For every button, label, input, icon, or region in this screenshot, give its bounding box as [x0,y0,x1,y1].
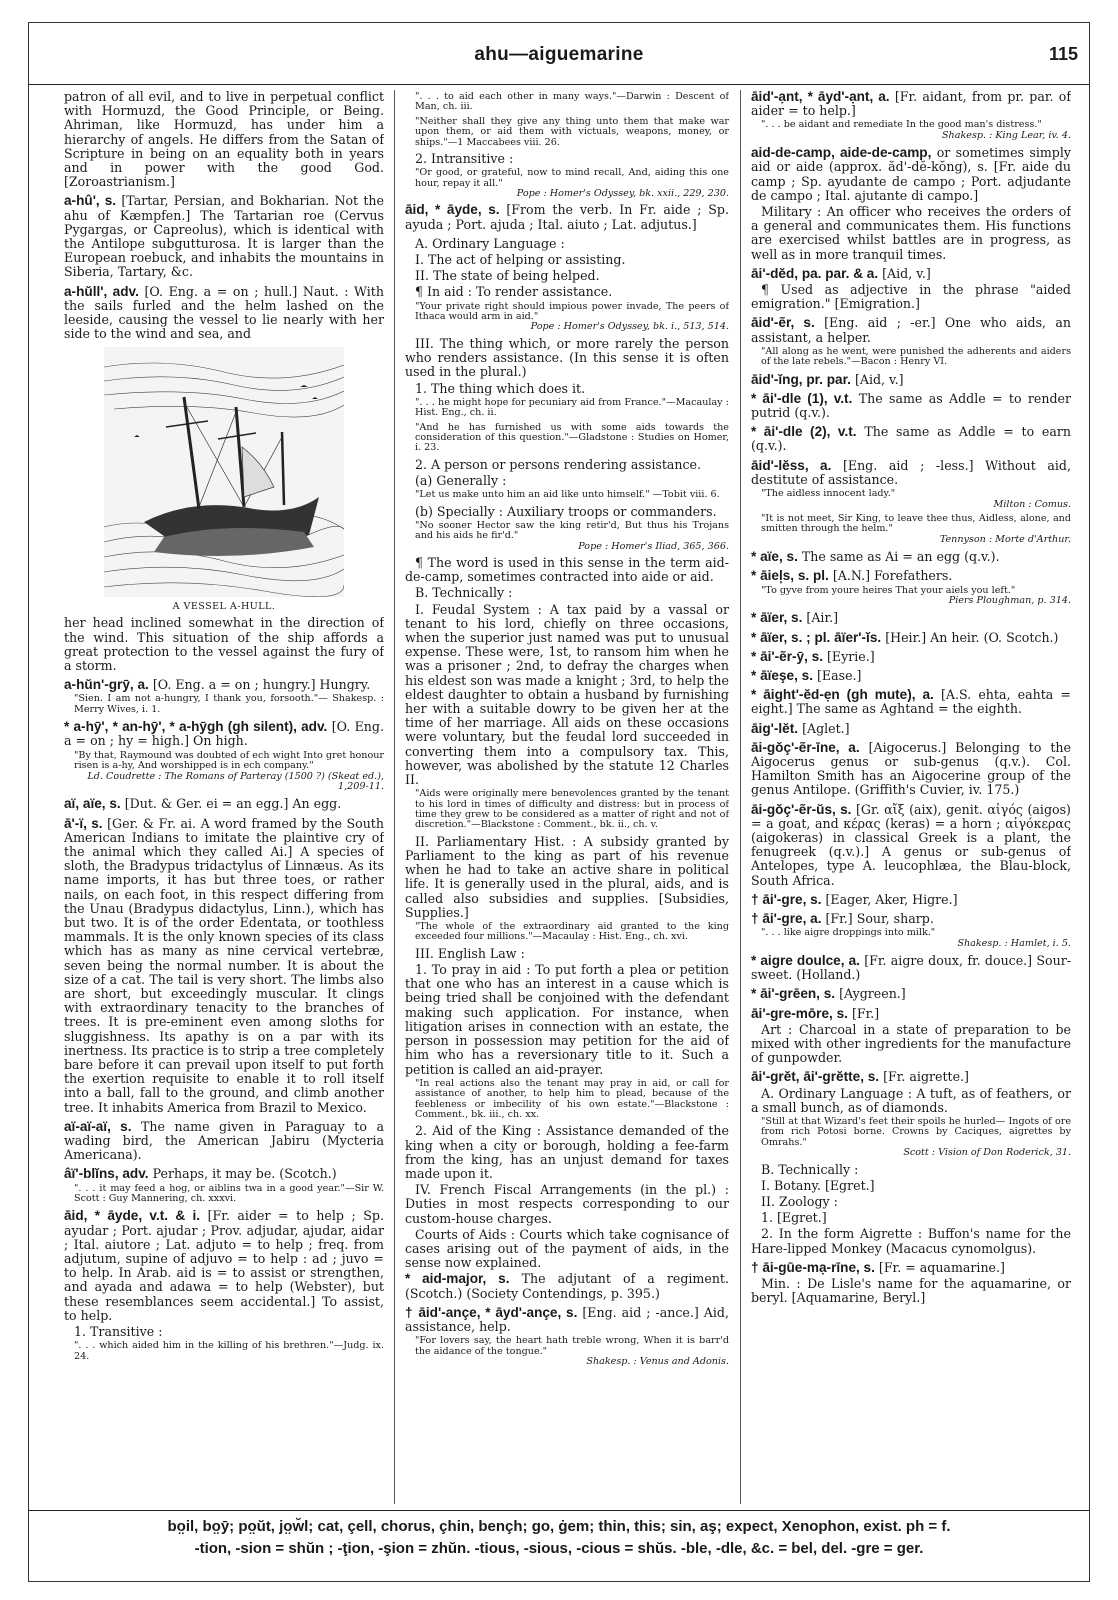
quotation: "To gyve from youre heires That your aiels you left." Piers Ploughman, p. 314. [761,584,1071,606]
headword: āid'-lĕss, a. [751,457,832,473]
entry-aider: āid'-ẽr, s. [Eng. aid ; -er.] One who aids, an assistant, a helper. "All along as he went, were punished the adherents and aiders of the late rebels."—Bacon : Henry VI. [751,315,1071,368]
headword: * āiel̦s, s. pl. [751,568,829,584]
headword: † āi'-gre, a. [751,911,822,926]
pronunciation-key-line-2: -tion, -sion = shŭn ; -ţion, -şion = zhŭn. -tious, -sious, -cious = shŭs. -ble, -dle, &c. = bel, del. -gre = ger. [194,1540,924,1557]
quotation: "The whole of the extraordinary aid granted to the king exceeded four millions."—Macaulay : Hist. Eng., ch. xvi. [415,921,729,943]
quotation: "For lovers say, the heart hath treble wrong, When it is barr'd the aidance of the tongue." Shakesp. : Venus and Adonis. [415,1335,729,1367]
quotation: "All along as he went, were punished the adherents and aiders of the late rebels."—Bacon : Henry VI. [761,345,1071,368]
sense: 1. Transitive : [74,1324,163,1340]
sense: 2. In the form Aigrette : Buffon's name for the Hare-lipped Monkey (Macacus cynomolgus). [751,1226,1071,1256]
entry-aid-verb: āid, * āyde, v.t. & i. [Fr. aider = to help ; Sp. ayudar ; Port. ajudar ; Prov. adjudar, ajudar, aidar ; Ital. aiutore ; Lat. adjuto = to help ; freq. from adjutum, supine of adjuvo = to help : ad ; juvo = to help. In Arab. aid is = to assist or strengthen, and ayada and adawa = to help (Webster), but these resemblances seem accidental.] To assist, to help. 1. Transitive : ". . . which aided him in the killing of his brethren."—Judg. ix. 24. [64,1208,384,1362]
headword: āi'-dĕd, pa. par. & a. [751,265,879,281]
footer-rule [28,1510,1090,1511]
quotation: "Or good, or grateful, now to mind recall, And, aiding this one hour, repay it all." Pope : Homer's Odyssey, bk. xxii., 229, 230. [415,167,729,200]
sense: Military : An officer who receives the orders of a general and communicates them. His functions are exercised whilst battles are in progress, as well as in more tranquil times. [751,204,1071,262]
quotation: "Let us make unto him an aid like unto himself." —Tobit viii. 6. [415,489,720,501]
entry-aidle-2: * āi'-dle (2), v.t. The same as Addle = to earn (q.v.). [751,424,1071,454]
entry-aidless: āid'-lĕss, a. [Eng. aid ; -less.] Without aid, destitute of assistance. "The aidless innocent lady." Milton : Comus. "It is not meet, Sir King, to leave thee thus, Aidless, alone, and smitten through the helm." Tennyson : Morte d'Arthur. [751,457,1071,545]
sense: 1. [Egret.] [761,1210,827,1226]
quotation: "Aids were originally mere benevolences granted by the tenant to his lord in times of difficulty and distress: but in process of time they grew to be considered as a matter of right and not of discretion."—Blackstone : Comment., bk. ii., ch. v. [415,788,729,831]
sense: B. Technically : [761,1161,859,1177]
headword: āid, * āyde, v.t. & i. [64,1208,201,1224]
quotation: "By that, Raymound was doubted of ech wight Into gret honour risen is a-hy, And worshipped is in ech company." Ld. Coudrette : The Romans of Parteray (1500 ?) (Skeat ed.), 1,209-11. [74,749,384,792]
entry-aigre-doulce: * aigre doulce, a. [Fr. aigre doux, fr. douce.] Sour-sweet. (Holland.) [751,953,1071,983]
entry-aidance: † āid'-ançe, * āyd'-ançe, s. [Eng. aid ; -ance.] Aid, assistance, help. "For lovers say, the heart hath treble wrong, When it is barr'd the aidance of the tongue." Shakesp. : Venus and Adonis. [405,1304,729,1367]
quotation: ". . . to aid each other in many ways."—Darwin : Descent of Man, ch. iii. [415,91,729,113]
headword: * aïe, s. [751,549,798,565]
entry-aigocerine: āi-gŏç'-ẽr-īne, a. [Aigocerus.] Belonging to the Aigocerus genus or sub-genus (q.v.). Col. Hamilton Smith has an Aigocerine group of the genus Antilope. (Griffith's Cuvier, iv. 175.) [751,739,1071,798]
quotation: "Still at that Wizard's feet their spoils he hurled— Ingots of ore from rich Potosi borne. Crowns by Caciques, aigrettes by Omrahs." Scott : Vision of Don Roderick, 31. [761,1116,1071,1159]
entry-aiding: āid'-ĭng, pr. par. [Aid, v.] [751,371,904,387]
quotation: "Sien. I am not a-hungry, I thank you, forsooth."— Shakesp. : Merry Wives, i. 1. [74,693,384,715]
entry-ahu: a-hû', s. [Tartar, Persian, and Bokharian. Not the ahu of Kæmpfen.] The Tartarian roe (Cervus Pygargas, or Capreolus), which is identical with the Antilope subgutturosa. It is larger than the European roebuck, and inhabits the mountains in Siberia, Tartary, &c. [64,193,384,280]
ship-illustration [64,347,384,612]
headword: * āi'-dle (2), v.t. [751,424,857,440]
dictionary-page [28,22,1090,1582]
headword: aid-de-camp, aide-de-camp, [751,145,932,161]
quotation: ". . . which aided him in the killing of his brethren."—Judg. ix. 24. [74,1340,384,1362]
headword: * aid-major, s. [405,1271,510,1287]
note: ¶ The word is used in this sense in the term aid-de-camp, sometimes contracted into aide or aid. [405,554,729,585]
entry-aigre-noun: † āi'-gre, s. [Eager, Aker, Higre.] [751,891,958,907]
headword: āi-gŏç'-ẽr-īne, a. [751,739,860,755]
sense: (a) Generally : [415,472,507,488]
quotation: ". . . he might hope for pecuniary aid from France."—Macaulay : Hist. Eng., ch. ii. [415,396,729,419]
entry-ahriman-cont: patron of all evil, and to live in perpetual conflict with Hormuzd, the Good Principle, or Being. Ahriman, like Hormuzd, has under him a hierarchy of angels. He differs from the Satan of Scripture in being on an equality both in years and in power with the good God. [Zoroastrianism.] [64,90,384,190]
quotation: ". . . like aigre droppings into milk." Shakesp. : Hamlet, i. 5. [761,927,1071,949]
entry-aiglet: āig'-lĕt. [Aglet.] [751,720,850,736]
sense: (b) Specially : Auxiliary troops or commanders. [415,503,717,519]
page-number: 115 [1048,44,1078,64]
sense: II. Parliamentary Hist. : A subsidy granted by Parliament to the king as part of his revenue when he had to take an active share in political life. It is generally used in the plural, aids, and is called also subsidies and supplies. [Subsidies, Supplies.] [405,833,729,920]
headword: * āïer, s. [751,610,803,626]
sense: II. The state of being helped. [415,268,600,284]
entry-aighteden: * āight'-ĕd-ẹn (gh mute), a. [A.S. ehta, eahta = eight.] The same as Aghtand = the eighth. [751,687,1071,717]
headword: aï, aïe, s. [64,796,121,812]
sense: IV. French Fiscal Arrangements (in the pl.) : Duties in most respects corresponding to our custom-house charges. [405,1182,729,1226]
entry-aidle-1: * āi'-dle (1), v.t. The same as Addle = to render putrid (q.v.). [751,390,1071,421]
quotation: "No sooner Hector saw the king retir'd, But thus his Trojans and his aids he fir'd." Pope : Homer's Iliad, 365, 366. [415,519,729,552]
entry-aided: āi'-dĕd, pa. par. & a. [Aid, v.] ¶ Used as adjective in the phrase "aided emigration." [Emigration.] [751,265,1071,312]
entry-a-hungry: a-hŭn'-grȳ, a. [O. Eng. a = on ; hungry.] Hungry. "Sien. I am not a-hungry, I thank you, forsooth."— Shakesp. : Merry Wives, i. 1. [64,677,384,715]
note: ¶ Used as adjective in the phrase "aided emigration." [Emigration.] [751,282,1071,312]
entry-aiguemarine: † āi-gūe-mạ-rīne, s. [Fr. = aquamarine.] Min. : De Lisle's name for the aquamarine, or beryl. [Aquamarine, Beryl.] [751,1259,1071,1306]
entry-ai-egg: aï, aïe, s. [Dut. & Ger. ei = an egg.] An egg. [64,796,342,812]
quotation: "It is not meet, Sir King, to leave thee thus, Aidless, alone, and smitten through the helm." Tennyson : Morte d'Arthur. [761,512,1071,545]
sense: B. Technically : [415,585,513,601]
headword: aï-aï-aï, s. [64,1118,132,1134]
headword: * āi'-dle (1), v.t. [751,390,853,406]
headword: * āi'-ẽr-ȳ, s. [751,648,823,664]
headword: * aigre doulce, a. [751,953,860,969]
sense: A. Ordinary Language : A tuft, as of feathers, or a small bunch, as of diamonds. [751,1085,1071,1115]
quotation: ". . . be aidant and remediate In the good man's distress." Shakesp. : King Lear, iv. 4. [761,119,1071,141]
sense: I. The act of helping or assisting. [415,252,626,268]
entry-aier-2: * āïer, s. ; pl. āïer'-ĭs. [Heir.] An heir. (O. Scotch.) [751,629,1059,645]
entry-aid-major: * aid-major, s. The adjutant of a regiment. (Scotch.) (Society Contendings, p. 395.) [405,1271,729,1301]
sense: III. English Law : [415,945,525,961]
headword: † āi'-gre, s. [751,891,822,907]
entry-aigocerus: āi-gŏç'-ẽr-ŭs, s. [Gr. αἴξ (aix), genit. αἰγός (aigos) = a goat, and κέρας (keras) = a horn ; αἰγόκερας (aigokeras) in classical Greek is a plant, the fenugreek (q.v.).] A genus or sub-genus of Antelopes, type A. leucophlæa, the Blau-block, South Africa. [751,801,1071,888]
sense: Min. : De Lisle's name for the aquamarine, or beryl. [Aquamarine, Beryl.] [751,1276,1071,1306]
sense: 2. Aid of the King : Assistance demanded of the king when a city or borough, holding a fee-farm from the king, has an unjust demand for taxes made upon it. [405,1123,729,1181]
entry-aiblins: âï'-blĭns, adv. Perhaps, it may be. (Scotch.) ". . . it may feed a hog, or aiblins twa in a good year."—Sir W. Scott : Guy Mannering, ch. xxxvi. [64,1166,384,1204]
sense: 2. A person or persons rendering assistance. [415,456,702,472]
pronunciation-key-line-1: bo̤il, bo̤ȳ; po̤ŭt, jo̤w̆l; cat, çell, chorus, çhin, bençh; go, ġem; thin, this; sin, aş; expect, Xenophon, exist. ph = f. [167,1518,951,1535]
entry-ai-sloth: ā'-ï, s. [Ger. & Fr. ai. A word framed by the South American Indians to imitate the plaintive cry of the animal which they called Ai.] A species of sloth, the Bradypus tridactylus of Linnæus. As its name imports, it has but three toes, or rather nails, on each foot, in this respect differing from the Unau (Bradypus didactylus, Linn.), which has but two. It is of the order Edentata, or toothless mammals. It is the only known species of its class which has as many as nine cervical vertebræ, seven being the normal number. It is about the size of a cat. The tail is very short. The limbs also are short, but exceedingly muscular. It clings with extraordinary tenacity to the branches of trees. It is pre-eminent even among sloths for sluggishness. Its apathy is on a par with its inertness. Its practice is to strip a tree completely bare before it can prevail upon itself to put forth the exertion requisite to enable it to roll itself into a ball, fall to the ground, and climb another tree. It inhabits America from Brazil to Mexico. [64,815,384,1115]
pronunciation-key [28,1516,1090,1560]
headword: * a-hȳ', * an-hȳ', * a-hȳgh (gh silent), adv. [64,719,328,735]
quotation: "The aidless innocent lady." Milton : Comus. [761,488,1071,510]
headword: * āïeşe, s. [751,667,813,683]
sense: A. Ordinary Language : [415,235,565,251]
entry-aigreen: * āi'-grēen, s. [Aygreen.] [751,986,906,1002]
headword: āid'-ĭng, pr. par. [751,371,851,387]
entry-aidant: āid'-ạnt, * āyd'-ạnt, a. [Fr. aidant, from pr. par. of aider = to help.] ". . . be aidant and remediate In the good man's distress." Shakesp. : King Lear, iv. 4. [751,90,1071,141]
quotation: "And he has furnished us with some aids towards the consideration of this question."—Gladstone : Studies on Homer, i. 23. [415,421,729,454]
headword: āig'-lĕt. [751,720,799,736]
headword: * āight'-ĕd-ẹn (gh mute), a. [751,687,934,703]
headword: a-hû', s. [64,193,117,209]
sense: I. Feudal System : A tax paid by a vassal or tenant to his lord, chiefly on three occasions, when the superior just named was put to unusual expense. These were, 1st, to ransom him when he was a prisoner ; 2nd, to defray the charges when his eldest son was made a knight ; 3rd, to help the eldest daughter to obtain a husband by furnishing her with a suitable dowry to be given her at the time of her marriage. All aids on these occasions were voluntary, but the feudal lord succeeded in converting them into a compulsory tax. This, however, was abolished by the statute 12 Charles II. [405,601,729,788]
sense: 1. The thing which does it. [415,380,586,396]
sense: 1. To pray in aid : To put forth a plea or petition that one who has an interest in a cause which is being tried shall be conjoined with the defendant making such application. For instance, when litigation arises in connection with an estate, the person in possession may petition for the aid of him who has a reversionary title to it. Such a petition is called an aid-prayer. [405,962,729,1077]
entry-aigremore: āi'-gre-mōre, s. [Fr.] Art : Charcoal in a state of preparation to be mixed with other ingredients for the manufacture of gunpowder. [751,1005,1071,1066]
entry-aier-1: * āïer, s. [Air.] [751,610,839,626]
quotation: ". . . it may feed a hog, or aiblins twa in a good year."—Sir W. Scott : Guy Mannering, ch. xxxvi. [74,1182,384,1204]
entry-aiels: * āiel̦s, s. pl. [A.N.] Forefathers. "To gyve from youre heires That your aiels you left." Piers Ploughman, p. 314. [751,568,1071,606]
entry-aigre-adj: † āi'-gre, a. [Fr.] Sour, sharp. ". . . like aigre droppings into milk." Shakesp. : Hamlet, i. 5. [751,911,1071,949]
entry-a-hull-cont: her head inclined somewhat in the direction of the wind. This situation of the ship affords a great protection to the vessel against the fury of a storm. [64,615,384,674]
headword: a-hŭn'-grȳ, a. [64,677,149,693]
headword: a-hŭll', adv. [64,283,139,299]
quotation: "In real actions also the tenant may pray in aid, or call for assistance of another, to help him to plead, because of the feebleness or imbecility of his own estate."—Blackstone : Comment., bk. iii., ch. xx. [415,1077,729,1120]
headword: āi-gŏç'-ẽr-ŭs, s. [751,801,852,817]
ship-engraving [104,347,344,597]
quotation: "Neither shall they give any thing unto them that make war upon them, or aid them with victuals, weapons, money, or ships."—1 Maccabees viii. 26. [415,115,729,148]
headword: * āi'-grēen, s. [751,986,836,1002]
entry-a-hull: a-hŭll', adv. [O. Eng. a = on ; hull.] Naut. : With the sails furled and the helm lashed on the leeside, causing the vessel to lie nearly with her side to the wind and sea, and [64,283,384,342]
entry-aid-noun: āid, * āyde, s. [From the verb. In Fr. aide ; Sp. ayuda ; Port. ajuda ; Ital. aiuto ; Lat. adjutus.] [405,202,729,232]
headword: āid'-ẽr, s. [751,315,815,331]
figure-caption: A VESSEL A-HULL. [172,601,276,613]
headword: * āïer, s. ; pl. āïer'-ĭs. [751,629,882,645]
headword: âï'-blĭns, adv. [64,1166,149,1182]
sense: ¶ In aid : To render assistance. [415,284,613,300]
quotation: "Your private right should impious power invade, The peers of Ithaca would arm in aid." Pope : Homer's Odyssey, bk. i., 513, 514. [415,300,729,333]
sense: III. The thing which, or more rarely the person who renders assistance. (In this sense it is often used in the plural.) [405,335,729,380]
headword: āid, * āyde, s. [405,202,500,218]
column-2 [394,90,729,1504]
sense: I. Botany. [Egret.] [761,1177,875,1193]
sense: II. Zoology : [761,1194,838,1210]
entry-aid-de-camp: aid-de-camp, aide-de-camp, or sometimes simply aid or aide (approx. ăd'-dĕ-kŏng), s. [Fr. aide du camp ; Sp. ayudante de campo ; Port. adjudante de campo ; Ital. ajutante di campo.] Military : An officer who receives the orders of a general and communicates them. His functions are exercised whilst battles are in progress, as well as in more tranquil times. [751,145,1071,262]
page-title: ahu—aiguemarine [474,44,644,65]
sense: Art : Charcoal in a state of preparation to be mixed with other ingredients for the manufacture of gunpowder. [751,1021,1071,1066]
entry-aiery: * āi'-ẽr-ȳ, s. [Eyrie.] [751,648,875,664]
headword: āi'-grĕt, āi'-grĕtte, s. [751,1069,880,1085]
column-1 [64,90,384,1504]
headword: † āid'-ançe, * āyd'-ançe, s. [405,1304,578,1320]
headword: † āi-gūe-mạ-rīne, s. [751,1259,875,1275]
entry-a-hy: * a-hȳ', * an-hȳ', * a-hȳgh (gh silent), adv. [O. Eng. a = on ; hy = high.] On high. "By that, Raymound was doubted of ech wight Into gret honour risen is a-hy, And worshipped is in ech company." Ld. Coudrette : The Romans of Parteray (1500 ?) (Skeat ed.), 1,209-11. [64,719,384,792]
entry-ai-ai-ai: aï-aï-aï, s. The name given in Paraguay to a wading bird, the American Jabiru (Mycteria Americana). [64,1118,384,1163]
sense: Courts of Aids : Courts which take cognisance of cases arising out of the payment of aids, in the sense now explained. [405,1226,729,1271]
entry-aie: * aïe, s. The same as Ai = an egg (q.v.). [751,549,1000,565]
entry-aigret: āi'-grĕt, āi'-grĕtte, s. [Fr. aigrette.] A. Ordinary Language : A tuft, as of feathers, or a small bunch, as of diamonds. "Still at that Wizard's feet their spoils he hurled— Ingots of ore from rich Potosi borne. Crowns by Caciques, aigrettes by Omrahs." Scott : Vision of Don Roderick, 31. B. Technically : I. Botany. [Egret.] II. Zoology : 1. [Egret.] 2. In the form Aigrette : Buffon's name for the Hare-lipped Monkey (Macacus cynomolgus). [751,1069,1071,1256]
entry-aiese: * āïeşe, s. [Ease.] [751,667,862,683]
headword: āi'-gre-mōre, s. [751,1005,848,1021]
headword: ā'-ï, s. [64,815,103,831]
sense: 2. Intransitive : [415,151,514,167]
header-rule [28,84,1090,85]
headword: āid'-ạnt, * āyd'-ạnt, a. [751,90,890,104]
column-3 [740,90,1071,1504]
